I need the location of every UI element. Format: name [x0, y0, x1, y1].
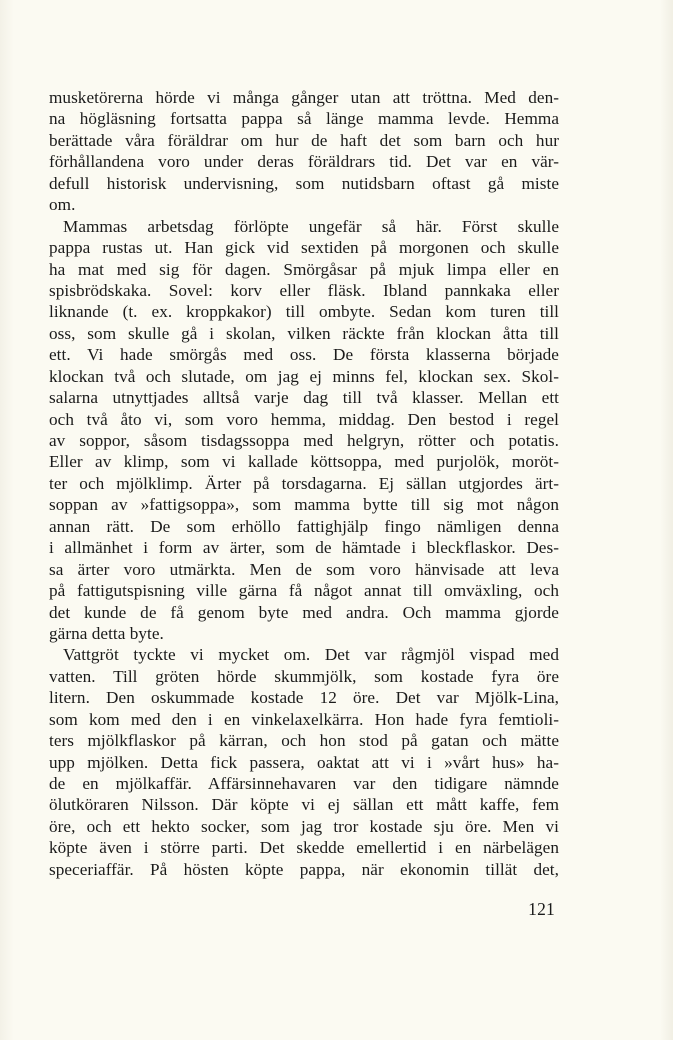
- text-line: liknande (t. ex. kroppkakor) till ombyte. Sedan kom turen till: [49, 302, 559, 322]
- text-line: annan rätt. De som erhöllo fattighjälp fingo nämligen denna: [49, 516, 559, 536]
- text-line: köpte även i större parti. Det skedde emellertid i en närbelägen: [49, 838, 559, 858]
- text-line: öre, och ett hekto socker, som jag tror kostade sju öre. Men vi: [49, 816, 559, 836]
- text-line: Vattgröt tyckte vi mycket om. Det var rågmjöl vispad med: [63, 645, 559, 665]
- text-line: musketörerna hörde vi många gånger utan att tröttna. Med den-: [49, 88, 559, 107]
- text-line: klockan två och slutade, om jag ej minns fel, klockan sex. Skol-: [49, 366, 559, 386]
- text-line: ter och mjölklimp. Ärter på torsdagarna. Ej sällan utgjordes ärt-: [49, 473, 559, 493]
- page-number: 121: [528, 899, 555, 919]
- text-line: ha mat med sig för dagen. Smörgåsar på mjuk limpa eller en: [49, 259, 559, 279]
- text-line: na högläsning fortsatta pappa så länge mamma levde. Hemma: [49, 109, 559, 129]
- text-line: vatten. Till gröten hörde skummjölk, som kostade fyra öre: [49, 666, 559, 686]
- text-line: förhållandena voro under deras föräldrars tid. Det var en vär-: [49, 152, 559, 172]
- text-line: om.: [49, 195, 76, 215]
- text-line: soppan av »fattigsoppa», som mamma bytte till sig mot någon: [49, 495, 559, 515]
- text-line: sa ärter voro utmärkta. Men de som voro hänvisade att leva: [49, 559, 559, 579]
- text-line: speceriaffär. På hösten köpte pappa, när ekonomin tillät det,: [49, 859, 559, 879]
- text-line: i allmänhet i form av ärter, som de hämtade i bleckflaskor. Des-: [49, 538, 559, 558]
- text-line: som kom med den i en vinkelaxelkärra. Hon hade fyra femtioli-: [49, 709, 559, 729]
- text-line: det kunde de få genom byte med andra. Och mamma gjorde: [49, 602, 559, 622]
- text-line: ölutköraren Nilsson. Där köpte vi ej sällan ett mått kaffe, fem: [49, 795, 559, 815]
- text-line: litern. Den oskummade kostade 12 öre. Det var Mjölk-Lina,: [49, 688, 559, 708]
- text-line: pappa rustas ut. Han gick vid sextiden på morgonen och skulle: [49, 238, 559, 258]
- text-line: de en mjölkaffär. Affärsinnehavaren var den tidigare nämnde: [49, 774, 559, 793]
- text-line: av soppor, såsom tisdagssoppa med helgryn, rötter och potatis.: [49, 431, 559, 450]
- text-line: och två åto vi, som voro hemma, middag. Den bestod i regel: [49, 409, 559, 429]
- text-line: spisbrödskaka. Sovel: korv eller fläsk. Ibland pannkaka eller: [49, 280, 559, 300]
- text-line: oss, som skulle gå i skolan, vilken räckte från klockan åtta till: [49, 323, 559, 343]
- body-text: [49, 87, 559, 880]
- text-line: gärna detta byte.: [49, 623, 164, 643]
- text-line: ett. Vi hade smörgås med oss. De första klasserna började: [49, 345, 559, 365]
- text-line: upp mjölken. Detta fick passera, oaktat att vi i »vårt hus» ha-: [49, 752, 559, 772]
- text-line: på fattigutspisning ville gärna få något annat till omväxling, och: [49, 581, 559, 601]
- text-line: defull historisk undervisning, som nutidsbarn oftast gå miste: [49, 173, 559, 193]
- text-line: berättade våra föräldrar om hur de haft det som barn och hur: [49, 130, 559, 150]
- text-line: Mammas arbetsdag förlöpte ungefär så här. Först skulle: [63, 216, 559, 236]
- text-line: ters mjölkflaskor på kärran, och hon stod på gatan och mätte: [49, 731, 559, 751]
- text-line: Eller av klimp, som vi kallade köttsoppa, med purjolök, moröt-: [49, 452, 559, 472]
- text-line: salarna utnyttjades alltså varje dag till två klasser. Mellan ett: [49, 388, 559, 408]
